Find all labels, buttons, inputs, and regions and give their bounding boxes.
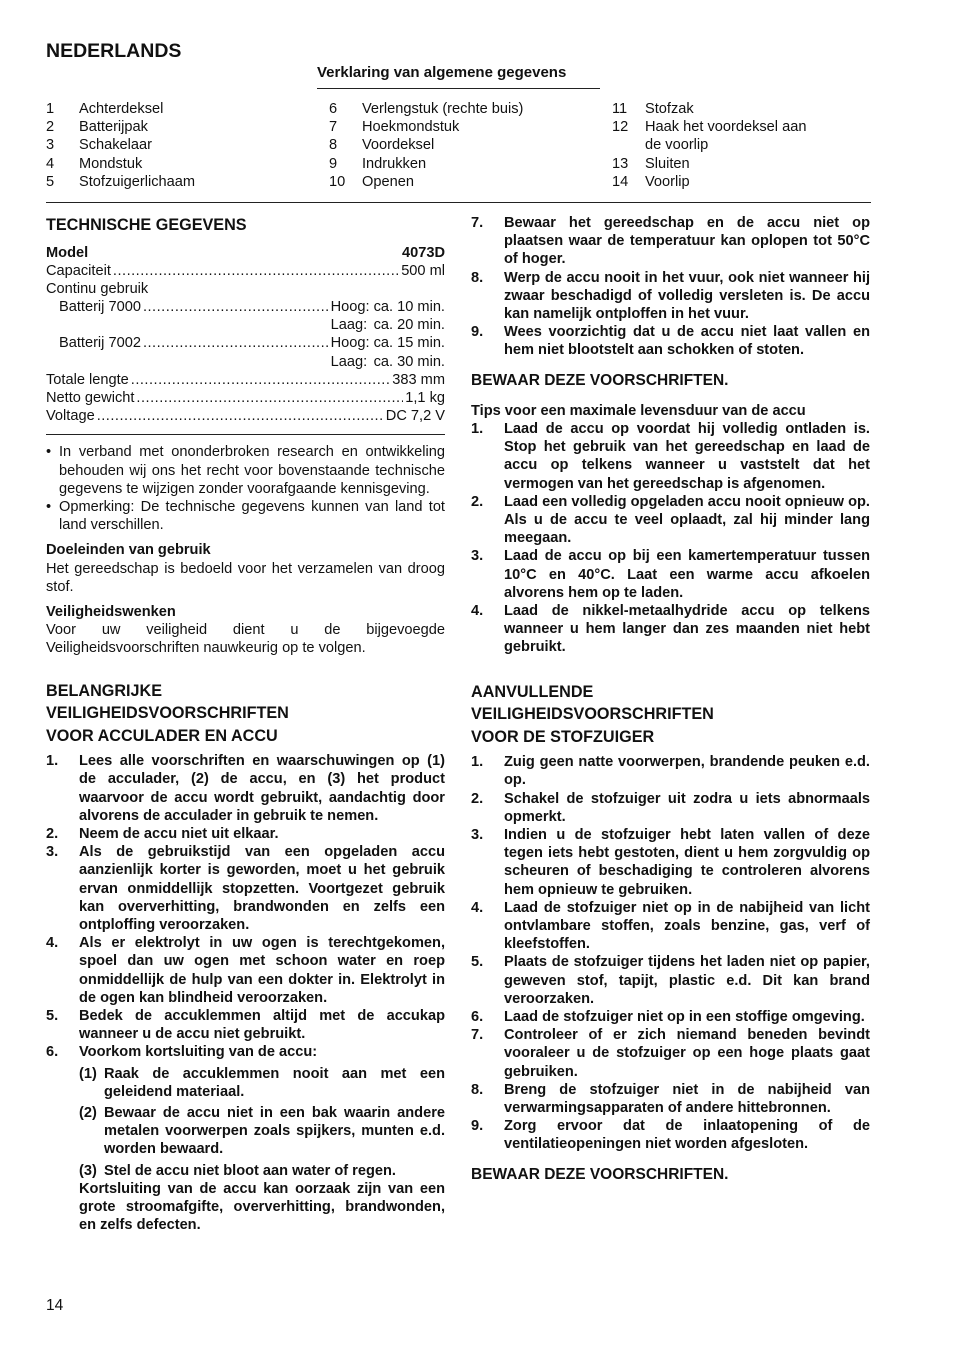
spec-model-value: 4073D	[401, 244, 445, 261]
sub-list-item	[79, 1065, 445, 1101]
legend-number: 4	[46, 155, 55, 172]
legend-number: 11	[612, 101, 628, 117]
vacuum-rules-heading: AANVULLENDE VEILIGHEIDSVOORSCHRIFTEN VOOR DE STOFZUIGER	[471, 682, 714, 746]
list-item-number: (1)	[79, 1065, 97, 1082]
legend-label: Stofzak	[645, 101, 694, 117]
list-item	[471, 1081, 870, 1117]
spec-capacity-value: 500 ml	[401, 262, 445, 279]
legend-item	[612, 136, 806, 154]
legend-item	[46, 173, 195, 191]
spec-bat1-low-row	[46, 316, 445, 334]
legend-item	[612, 173, 806, 191]
spec-voltage-label: Voltage	[46, 408, 95, 425]
list-item-text: Laad de nikkel-metaalhydride accu op telkens wanneer u hem langer dan zes maanden niet hebt gebruikt.	[504, 603, 870, 656]
legend-number: 2	[46, 119, 55, 136]
legend-number: 3	[46, 137, 55, 154]
legend-label: Openen	[362, 173, 414, 190]
spec-bat2-low-row	[46, 353, 445, 371]
spec-bat2-high-key: Hoog:	[330, 335, 370, 352]
list-item-number: 3.	[471, 826, 484, 843]
list-item-text: Stel de accu niet bloot aan water of regen.	[104, 1162, 396, 1179]
legend-column-3	[612, 100, 806, 191]
list-item-text: Bedek de accuklemmen altijd met de accukap wanneer u de accu niet gebruikt.	[79, 1007, 445, 1043]
legend-label: de voorlip	[645, 137, 709, 154]
purpose-text: Het gereedschap is bedoeld voor het verzamelen van droog stof.	[46, 560, 445, 595]
spec-bat2-high: ca. 15 min.	[373, 335, 445, 352]
legend-number: 1	[46, 101, 55, 117]
legend-number: 7	[329, 119, 338, 136]
list-item	[471, 790, 870, 826]
legend-label: Stofzuigerlichaam	[79, 173, 195, 190]
right-column	[471, 214, 870, 1184]
safety-tips-text: Voor uw veiligheid dient u de bijgevoegde Veiligheidsvoorschriften nauwkeurig op te volgen.	[46, 622, 445, 657]
list-item	[46, 843, 445, 934]
legend-number: 12	[612, 119, 629, 136]
legend-label: Batterijpak	[79, 119, 148, 136]
legend-column-1	[46, 100, 195, 191]
list-item-number: 9.	[471, 1118, 484, 1135]
legend-number: 13	[612, 155, 629, 172]
legend-item	[46, 136, 195, 154]
spec-model-label: Model	[46, 244, 89, 261]
list-item	[471, 1026, 870, 1081]
list-item	[471, 1008, 870, 1026]
safety-tips-heading: Veiligheidswenken	[46, 604, 176, 620]
spec-capacity-row	[46, 262, 445, 280]
list-item	[471, 547, 870, 602]
left-column	[46, 214, 445, 1234]
legend-item	[329, 173, 523, 191]
specs-heading: TECHNISCHE GEGEVENS	[46, 216, 247, 234]
list-item	[471, 899, 870, 954]
list-item-number: 6.	[46, 1044, 59, 1061]
list-item-text: Neem de accu niet uit elkaar.	[79, 825, 279, 842]
list-item-number: 1.	[46, 753, 59, 770]
list-item-text: Controleer of er zich niemand beneden bevindt vooraleer u de stofzuiger op een hoge plaats gaat gebruiken.	[504, 1027, 870, 1080]
spec-length-row	[46, 371, 445, 389]
spec-length-value: 383 mm	[392, 371, 445, 388]
list-item-number: 4.	[471, 899, 484, 916]
list-item-text: Plaats de stofzuiger tijdens het laden niet op papier, geweven stof, tapijt, plastic e.d. Dit kan brand veroorzaken.	[504, 954, 870, 1007]
legend-item	[46, 155, 195, 173]
vacuum-rules-list	[471, 753, 870, 1153]
list-item-number: 2.	[46, 825, 59, 842]
list-item	[46, 752, 445, 825]
list-item-text: Zuig geen natte voorwerpen, brandende peuken e.d. op.	[504, 754, 870, 789]
battery-tips-heading: Tips voor een maximale levensduur van de accu	[471, 402, 806, 419]
list-item-text: Laad de stofzuiger niet op in een stoffige omgeving.	[504, 1009, 865, 1026]
legend-number: 5	[46, 173, 55, 190]
legend-label: Voorlip	[645, 173, 690, 190]
list-item	[471, 953, 870, 1008]
legend-label: Hoekmondstuk	[362, 119, 460, 136]
legend-item	[46, 100, 195, 118]
list-item-number: 3.	[46, 844, 59, 861]
list-item-text: Breng de stofzuiger niet in de nabijheid van verwarmingsapparaten of andere hittebronnen.	[504, 1081, 870, 1117]
list-item	[471, 826, 870, 899]
list-item-text: Zorg ervoor dat de inlaatopening of de ventilatieopeningen niet worden afgesloten.	[504, 1118, 870, 1153]
spec-continuous-label: Continu gebruik	[46, 280, 149, 297]
save-instructions-1: BEWAAR DEZE VOORSCHRIFTEN.	[471, 371, 729, 389]
spec-bat2-low: ca. 30 min.	[373, 353, 445, 370]
list-item-text: Raak de accuklemmen nooit aan met een geleidend materiaal.	[104, 1065, 445, 1100]
legend-item	[612, 100, 806, 118]
spec-bat1-low-key: Laag:	[330, 317, 368, 334]
spec-bat1-high: ca. 10 min.	[373, 299, 445, 316]
list-item-text: Indien u de stofzuiger hebt laten vallen of deze tegen iets hebt gestoten, dient u hem zorgvuldig op scheuren of beschadiging te controleren alvorens hem opnieuw te gebruiken.	[504, 826, 870, 898]
legend-item	[612, 155, 806, 173]
spec-bat1-row	[46, 298, 445, 316]
legend-label: Haak het voordeksel aan	[645, 119, 807, 136]
list-item	[471, 602, 870, 657]
list-item	[46, 825, 445, 843]
sub-list-item	[79, 1162, 445, 1180]
spec-capacity-label: Capaciteit	[46, 262, 111, 279]
purpose-heading: Doeleinden van gebruik	[46, 542, 211, 559]
save-instructions-2: BEWAAR DEZE VOORSCHRIFTEN.	[471, 1165, 729, 1183]
spec-continuous-row	[46, 280, 445, 298]
list-item-number: 5.	[471, 954, 484, 971]
spec-bat2-low-key: Laag:	[330, 353, 368, 370]
spec-note: • Opmerking: De technische gegevens kunnen van land tot land verschillen.	[46, 498, 445, 534]
legend-item	[329, 100, 523, 118]
list-item-number: 1.	[471, 754, 484, 771]
spec-weight-row	[46, 389, 445, 407]
list-item-number: 4.	[46, 935, 59, 952]
spec-bat2-row	[46, 334, 445, 352]
legend-number: 10	[329, 173, 346, 190]
list-item-text: Laad de accu op bij een kamertemperatuur tussen 10°C en 40°C. Laat een warme accu afkoelen alvorens hem op te laden.	[504, 548, 870, 601]
list-item	[46, 1043, 445, 1061]
legend-item	[46, 118, 195, 136]
legend-label: Indrukken	[362, 155, 427, 172]
short-circuit-note: Kortsluiting van de accu kan oorzaak zijn van een grote stroomafgifte, oververhitting, brandwonden, en zelfs defecten.	[79, 1180, 445, 1234]
legend-column-2	[329, 100, 523, 191]
language-heading: NEDERLANDS	[46, 40, 182, 62]
list-item-number: 3.	[471, 548, 484, 565]
spec-weight-value: 1,1 kg	[405, 390, 445, 406]
spec-voltage-row	[46, 407, 445, 425]
list-item-number: 5.	[46, 1007, 59, 1024]
list-item-text: Wees voorzichtig dat u de accu niet laat vallen en hem niet blootstelt aan schokken of stoten.	[504, 324, 870, 359]
list-item-number: 4.	[471, 603, 484, 620]
list-item-number: 7.	[471, 215, 484, 231]
spec-model-row	[46, 244, 445, 262]
legend-label: Achterdeksel	[79, 101, 164, 117]
legend-item	[329, 155, 523, 173]
list-item-number: 8.	[471, 1081, 484, 1098]
sub-list-item	[79, 1104, 445, 1159]
list-item-number: (2)	[79, 1104, 97, 1121]
legend-item	[329, 136, 523, 154]
legend-label: Schakelaar	[79, 137, 153, 154]
legend-number: 9	[329, 155, 338, 172]
legend-number: 6	[329, 101, 338, 117]
list-item-number: 7.	[471, 1027, 484, 1044]
spec-bat2-label: Batterij 7002	[59, 335, 141, 352]
list-item-text: Bewaar de accu niet in een bak waarin andere metalen voorwerpen zoals spijkers, munten e.d. worden bewaard.	[104, 1104, 445, 1158]
legend-title: Verklaring van algemene gegevens	[317, 64, 600, 89]
list-item-text: Werp de accu nooit in het vuur, ook niet wanneer hij zwaar beschadigd of volledig versleten is. De accu kan namelijk ontploffen in het vuur.	[504, 269, 870, 323]
legend-number: 14	[612, 173, 629, 190]
spec-voltage-value: DC 7,2 V	[385, 408, 445, 425]
list-item	[471, 269, 870, 324]
charger-rules-list	[46, 752, 445, 1234]
list-item-text: Als de gebruikstijd van een opgeladen accu aanzienlijk korter is geworden, moet u het gebruik ervan onmiddellijk stopzetten. Voortgezet gebruik kan oververhitting, brandwonden en zelfs een ontploffing veroorzaken.	[79, 844, 445, 933]
legend-label: Sluiten	[645, 155, 690, 172]
legend-item	[612, 118, 806, 136]
legend-item	[329, 118, 523, 136]
legend-label: Mondstuk	[79, 155, 143, 172]
list-item	[471, 753, 870, 789]
spec-length-label: Totale lengte	[46, 371, 129, 388]
list-item	[471, 214, 870, 269]
list-item-number: 2.	[471, 790, 484, 807]
charger-rules-heading: BELANGRIJKE VEILIGHEIDSVOORSCHRIFTEN VOOR ACCULADER EN ACCU	[46, 681, 289, 745]
charger-rules-list-continued	[471, 214, 870, 360]
list-item-text: Lees alle voorschriften en waarschuwingen op (1) de acculader, (2) de accu, en (3) het product waarvoor de accu wordt gebruikt, aandachtig door alvorens de acculader in gebruik te nemen.	[79, 753, 445, 824]
list-item	[471, 493, 870, 548]
list-item-number: 1.	[471, 421, 484, 438]
spec-weight-label: Netto gewicht	[46, 390, 135, 406]
battery-tips-list	[471, 420, 870, 657]
spec-bat1-label: Batterij 7000	[59, 299, 141, 316]
spec-note: • In verband met ononderbroken research en ontwikkeling behouden wij ons het recht voor bovenstaande technische gegevens te wijzigen zonder voorafgaande kennisgeving.	[46, 444, 445, 497]
list-item-text: Bewaar het gereedschap en de accu niet op plaatsen waar de temperatuur kan oplopen tot 50°C of hoger.	[504, 215, 870, 268]
list-item-number: (3)	[79, 1162, 97, 1179]
specs-divider	[46, 434, 445, 435]
legend-label: Voordeksel	[362, 137, 435, 154]
list-item	[471, 1117, 870, 1153]
list-item-text: Laad de stofzuiger niet op in de nabijheid van licht ontvlambare stoffen, zoals benzine, gas, verf of kleefstoffen.	[504, 899, 870, 953]
legend-label: Verlengstuk (rechte buis)	[362, 101, 524, 117]
list-item-number: 6.	[471, 1009, 484, 1026]
list-item-text: Als er elektrolyt in uw ogen is terechtgekomen, spoel dan uw ogen met schoon water en roep onmiddellijk de hulp van een dokter in. Elektrolyt in de ogen kan blindheid veroorzaken.	[79, 935, 445, 1006]
legend-number: 8	[329, 137, 338, 154]
list-item	[46, 934, 445, 1007]
spec-bat1-low: ca. 20 min.	[373, 317, 445, 334]
list-item-text: Laad een volledig opgeladen accu nooit opnieuw op. Als u de accu te veel oplaadt, zal hij minder lang meegaan.	[504, 493, 870, 547]
list-item	[471, 420, 870, 493]
list-item-text: Schakel de stofzuiger uit zodra u iets abnormaals opmerkt.	[504, 790, 870, 825]
list-item	[46, 1007, 445, 1043]
bullet-icon: •	[46, 498, 52, 515]
list-item	[471, 323, 870, 359]
legend-divider	[46, 202, 871, 203]
list-item-text: Laad de accu op voordat hij volledig ontladen is. Stop het gebruik van het gereedschap en laad de accu op telkens wanneer u vaststelt dat het vermogen van het gereedschap is afgenomen.	[504, 421, 870, 492]
page-number: 14	[46, 1297, 64, 1314]
list-item-number: 2.	[471, 493, 484, 510]
list-item-text: Voorkom kortsluiting van de accu:	[79, 1044, 318, 1061]
list-item-number: 9.	[471, 324, 484, 341]
spec-bat1-high-key: Hoog:	[330, 299, 370, 316]
list-item-number: 8.	[471, 269, 484, 286]
bullet-icon: •	[46, 444, 52, 461]
